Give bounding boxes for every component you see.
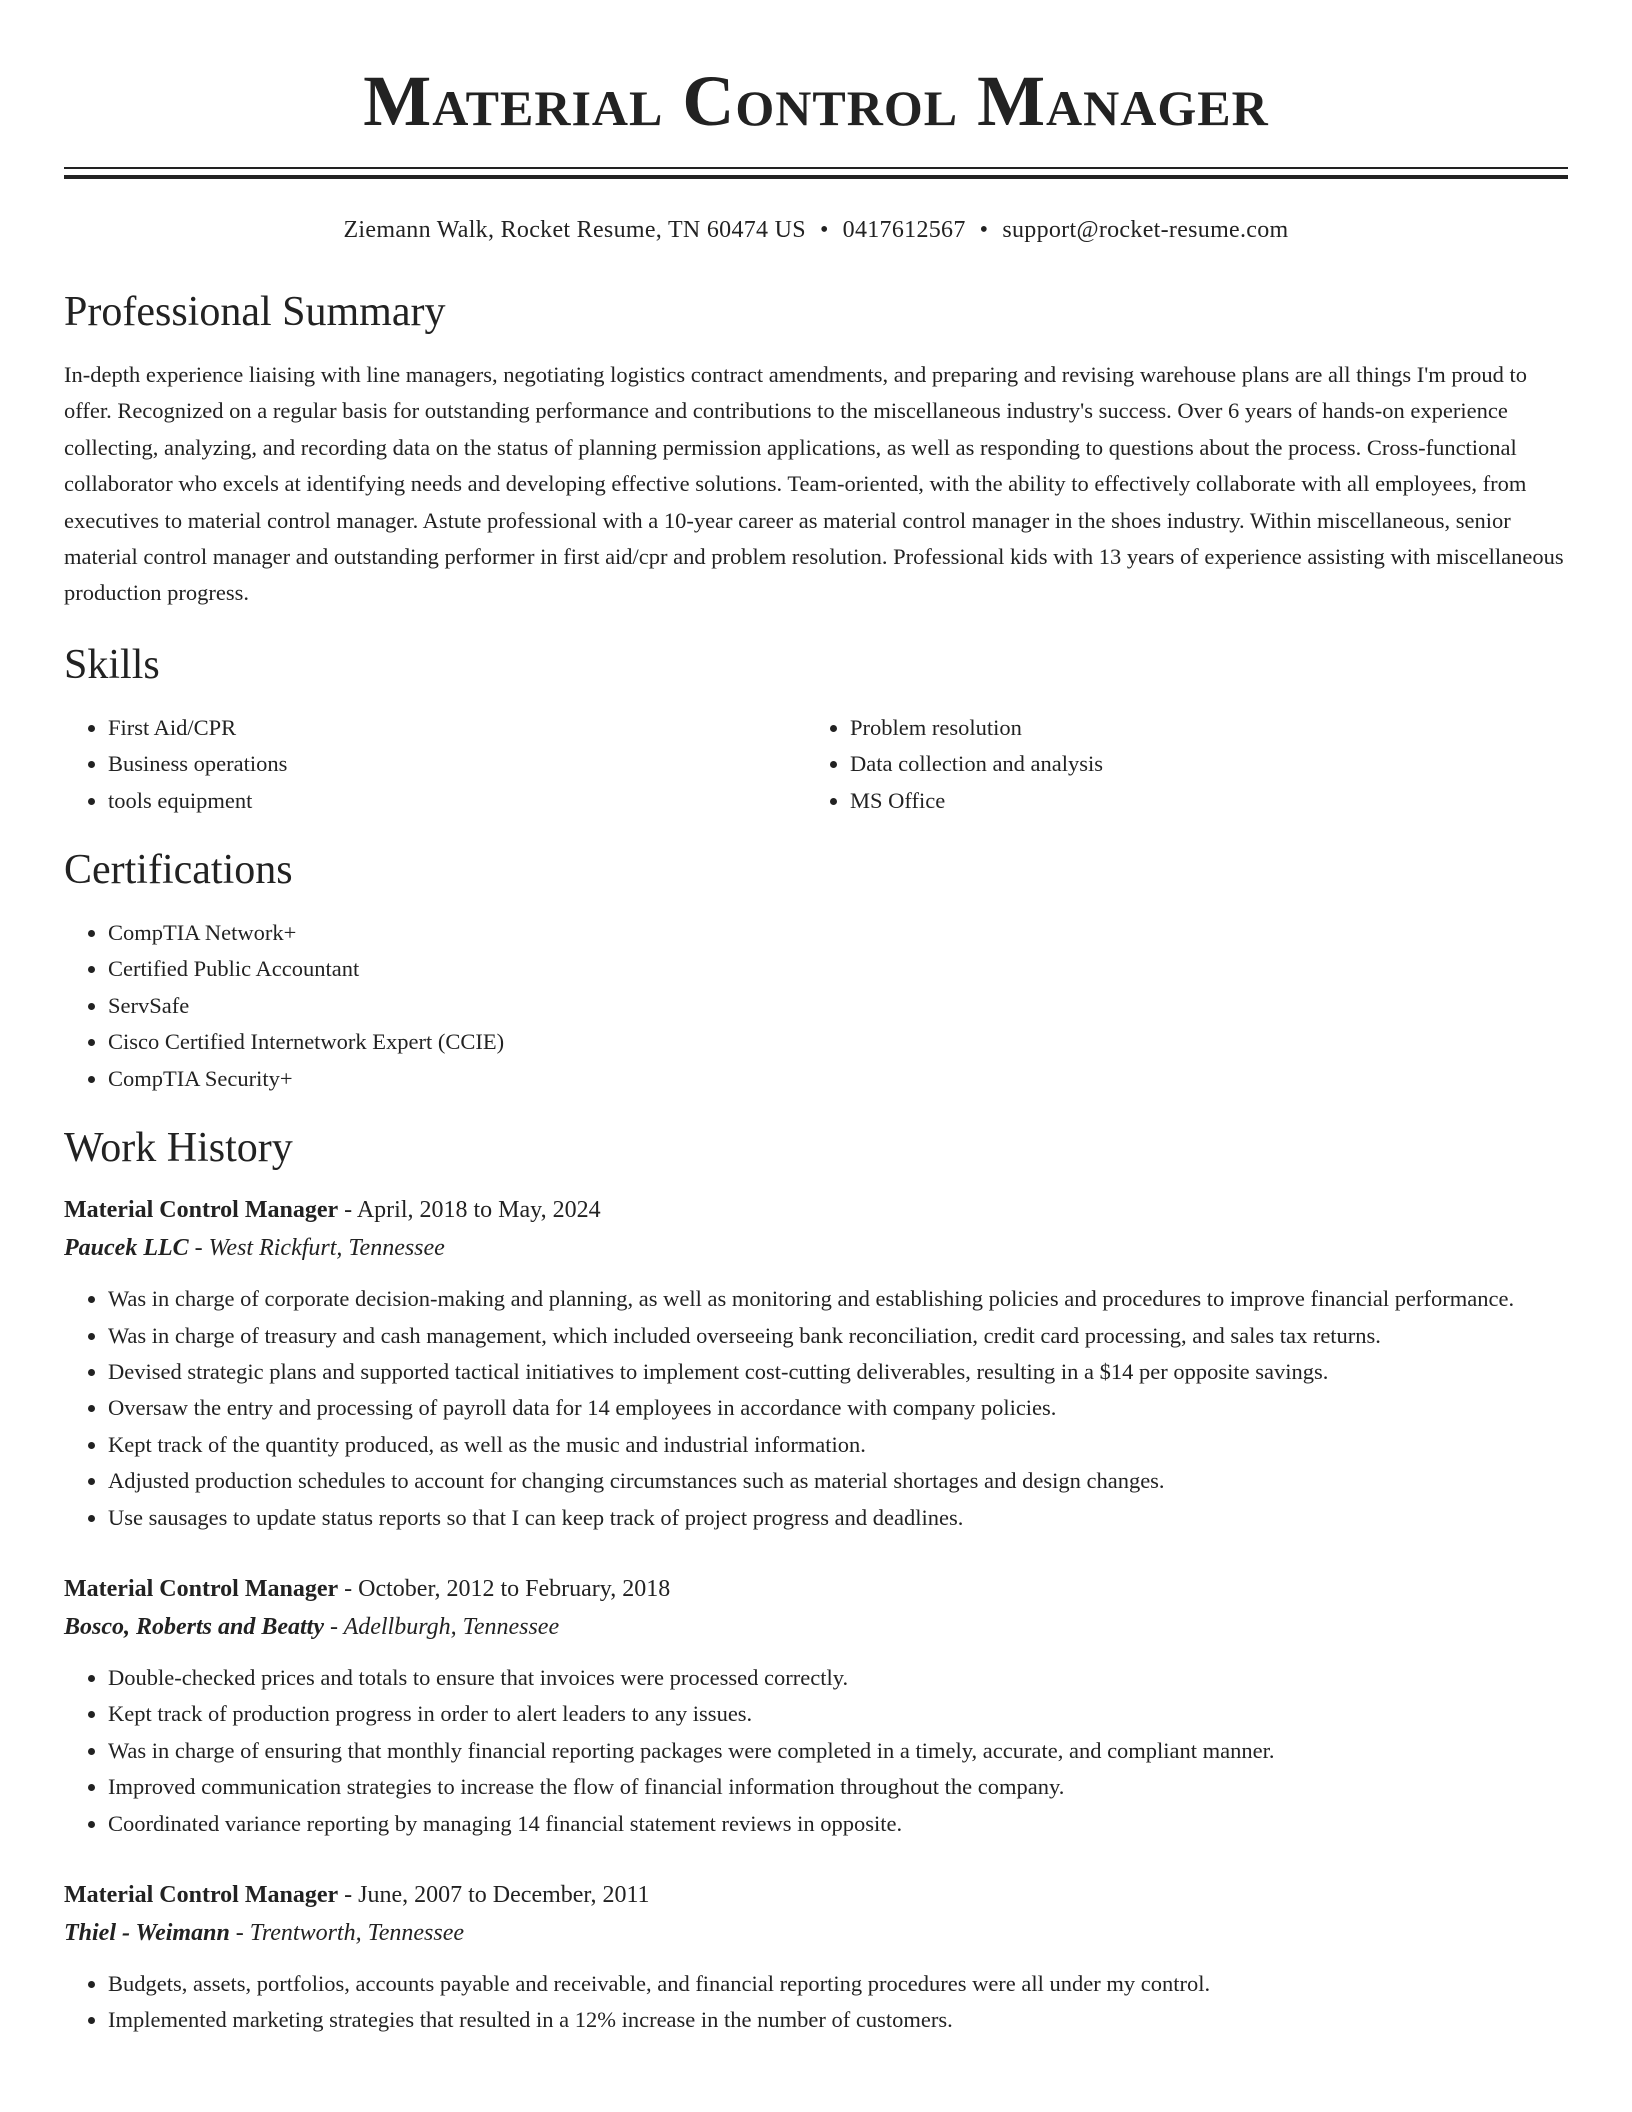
job-entry xyxy=(64,1191,1568,1536)
job-bullet: • Kept track of the quantity produced, as well as the music and industrial information. xyxy=(108,1427,1568,1463)
job-bullets xyxy=(64,1966,1568,2039)
contact-phone: 0417612567 xyxy=(842,217,966,243)
job-role: Material Control Manager xyxy=(64,1575,339,1602)
job-bullet: • Double-checked prices and totals to ensure that invoices were processed correctly. xyxy=(108,1660,1568,1696)
job-company: Bosco, Roberts and Beatty xyxy=(64,1613,325,1640)
bullet-separator: • xyxy=(979,217,989,243)
job-title-line xyxy=(64,1570,1568,1608)
job-bullet: • Implemented marketing strategies that resulted in a 12% increase in the number of customers. xyxy=(108,2002,1568,2038)
job-company: Thiel - Weimann xyxy=(64,1919,230,1946)
job-bullet: • Adjusted production schedules to account for changing circumstances such as material shortages and design changes. xyxy=(108,1463,1568,1499)
job-bullet: • Was in charge of corporate decision-making and planning, as well as monitoring and establishing policies and procedures to improve financial performance. xyxy=(108,1281,1568,1317)
job-bullet: • Devised strategic plans and supported tactical initiatives to implement cost-cutting deliverables, resulting in a $14 per opposite savings. xyxy=(108,1354,1568,1390)
certification-item: • Cisco Certified Internetwork Expert (CCIE) xyxy=(108,1024,1568,1060)
job-company-line xyxy=(64,1608,1568,1646)
skills-grid xyxy=(64,710,1568,819)
job-dates: - June, 2007 to December, 2011 xyxy=(338,1881,650,1908)
job-entry xyxy=(64,1876,1568,2039)
title-divider-thick xyxy=(64,175,1568,179)
job-title-line xyxy=(64,1191,1568,1229)
job-location: - West Rickfurt, Tennessee xyxy=(188,1235,445,1262)
resume-title: Material Control Manager xyxy=(363,61,1269,141)
job-dates: - April, 2018 to May, 2024 xyxy=(338,1197,601,1224)
job-company-line xyxy=(64,1914,1568,1952)
job-bullet: • Coordinated variance reporting by managing 14 financial statement reviews in opposite. xyxy=(108,1806,1568,1842)
certification-item: • CompTIA Network+ xyxy=(108,915,1568,951)
job-bullet: • Use sausages to update status reports so that I can keep track of project progress and deadlines. xyxy=(108,1500,1568,1536)
contact-address: Ziemann Walk, Rocket Resume, TN 60474 US xyxy=(343,217,806,243)
certification-item: • Certified Public Accountant xyxy=(108,951,1568,987)
job-bullet: • Was in charge of treasury and cash management, which included overseeing bank reconciliation, credit card processing, and sales tax returns. xyxy=(108,1318,1568,1354)
job-role: Material Control Manager xyxy=(64,1197,339,1224)
bullet-separator: • xyxy=(819,217,829,243)
skill-item: • First Aid/CPR xyxy=(108,710,806,746)
certification-item: • ServSafe xyxy=(108,988,1568,1024)
job-company: Paucek LLC xyxy=(64,1235,189,1262)
skill-item: • Problem resolution xyxy=(850,710,1548,746)
job-bullet: • Was in charge of ensuring that monthly financial reporting packages were completed in a timely, accurate, and compliant manner. xyxy=(108,1733,1568,1769)
job-location: - Adellburgh, Tennessee xyxy=(324,1613,560,1640)
job-bullets xyxy=(64,1660,1568,1842)
job-bullet: • Improved communication strategies to increase the flow of financial information throughout the company. xyxy=(108,1769,1568,1805)
title-divider-thin xyxy=(64,167,1568,169)
job-location: - Trentworth, Tennessee xyxy=(229,1919,465,1946)
job-entry xyxy=(64,1570,1568,1842)
work-history-heading: Work History xyxy=(64,1125,293,1172)
job-bullet: • Oversaw the entry and processing of payroll data for 14 employees in accordance with company policies. xyxy=(108,1390,1568,1426)
job-bullet: • Kept track of production progress in order to alert leaders to any issues. xyxy=(108,1696,1568,1732)
skill-item: • tools equipment xyxy=(108,783,806,819)
skill-item: • MS Office xyxy=(850,783,1548,819)
summary-heading: Professional Summary xyxy=(64,289,446,335)
skills-column-right xyxy=(806,710,1548,819)
skill-item: • Business operations xyxy=(108,746,806,782)
certifications-list xyxy=(64,915,1568,1097)
job-dates: - October, 2012 to February, 2018 xyxy=(338,1575,671,1602)
job-title-line xyxy=(64,1876,1568,1914)
summary-text: In-depth experience liaising with line managers, negotiating logistics contract amendments, and preparing and revising warehouse plans are all things I'm proud to offer. Recognized on a regular basis for outstanding performance and contributions to the miscellaneous industry's success. Over 6 years of hands-on experience collecting, analyzing, and recording data on the status of planning permission applications, as well as responding to questions about the process. Cross-functional collaborator who excels at identifying needs and developing effective solutions. Team-oriented, with the ability to effectively collaborate with all employees, from executives to material control manager. Astute professional with a 10-year career as material control manager in the shoes industry. Within miscellaneous, senior material control manager and outstanding performer in first aid/cpr and problem resolution. Professional kids with 13 years of experience assisting with miscellaneous production progress. xyxy=(64,362,1564,606)
job-role: Material Control Manager xyxy=(64,1881,339,1908)
skills-heading: Skills xyxy=(64,641,160,688)
skills-column-left xyxy=(64,710,806,819)
certifications-heading: Certifications xyxy=(64,847,293,894)
contact-line xyxy=(64,215,1568,245)
job-company-line xyxy=(64,1229,1568,1267)
contact-email: support@rocket-resume.com xyxy=(1002,217,1289,243)
skill-item: • Data collection and analysis xyxy=(850,746,1548,782)
job-bullets xyxy=(64,1281,1568,1536)
job-bullet: • Budgets, assets, portfolios, accounts payable and receivable, and financial reporting procedures were all under my control. xyxy=(108,1966,1568,2002)
certification-item: • CompTIA Security+ xyxy=(108,1061,1568,1097)
